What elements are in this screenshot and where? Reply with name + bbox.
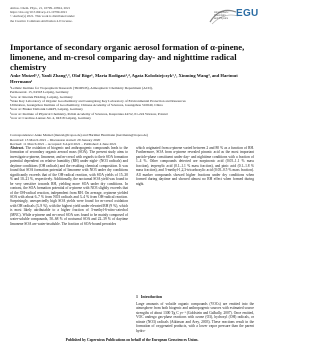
abstract-continued-text: which originated from α-pinene varied between 2 and 80 % as a function of RH. Furthermore, SOA from α-pinene revealed pinonic acid as the most important particle-phase constituent under day- and nighttime conditions with a fraction of 1–4 %. Other compounds detected are norpinonic acid (0.05–1.1 % mass fraction), terpenylic acid (0.1–1.1 % mass fraction), and pinic acid (0.1–1.8 % mass fraction), and 3-methyl-1,2,3-tricarboxylic acid (0.05–0.5 % mass fraction). All marker compounds showed higher fractions under dry conditions when formed during daytime and showed almost no RH effect when formed during night. [136, 146, 254, 186]
abstract-label: Abstract. [10, 146, 25, 150]
copyright-line: © Author(s) 2021. This work is distributed under [10, 14, 75, 19]
egu-logo: EGU [236, 8, 259, 19]
journal-logo-text: Atmospheric Chemistry and Physics [214, 11, 229, 21]
journal-citation: Atmos. Chem. Phys., 21, 10799–10824, 2021 [10, 6, 71, 10]
author-list: Anke Mutzel¹,², Yanli Zhang¹,³, Olaf Böge¹, Maria Rodigast¹,⁴, Agata Kolodziejczyk¹,⁵, Xinming Wang³, and Hartmut Herrmann¹ [10, 73, 238, 84]
paper-title: Importance of secondary organic aerosol formation of α-pinene, limonene, and m-cresol comparing day- and nighttime radical chemistry [10, 42, 245, 72]
section-heading-introduction [136, 295, 162, 299]
revised-line: Revised: 11 March 2021 – Accepted: 6 April 2021 – Published: 4 June 2021 [10, 141, 117, 146]
affiliation-3a: ³State Key Laboratory of Organic Geochemistry and Guangdong Key Laboratory of Environmental Protection and Resources [10, 98, 186, 103]
doi-link[interactable]: https://doi.org/10.5194/acp-21-10799-2021 [10, 10, 68, 15]
received-line: Received: 13 March 2021 – Discussion started: 29 January 2020 [10, 137, 101, 142]
affiliation-6: ⁶now at: Caroline-Lanner-Str. 4, 04318 Leipzig, Germany [10, 116, 91, 121]
affiliations [10, 86, 254, 120]
introduction-text: Large amounts of volatile organic compounds (VOCs) are emitted into the atmosphere from both biogenic and anthropogenic sources with estimated source strengths of about 1300 Tg C yr⁻¹ (Goldstein and Galbally, 2007). Once emitted, VOC undergo gas-phase reactions with ozone (O3), hydroxyl (OH) radicals, or nitrate (NO3) radicals (Atkinson and Arey, 2003). These reactions result in the formation of oxygenated products, with a lower vapor pressure than the parent hydro- [136, 302, 254, 333]
affiliation-5: ⁵now at: Institute of Physical Chemistry, Polish Academy of Sciences, Kasprzaka 44/52, 01-224 Warsaw, Poland [10, 111, 168, 116]
section-number: 1 [136, 295, 138, 299]
affiliation-1b: Permoserstr. 15, 04318 Leipzig, Germany [10, 90, 69, 95]
publisher-footer: Published by Copernicus Publications on behalf of the European Geosciences Union. [65, 338, 199, 342]
abstract-text: The oxidation of biogenic and anthropogenic compounds leads to the formation of secondary organic aerosol mass (SOA). The present study aims to investigate α-pinene, limonene, and m-cresol with regards to their SOA formation potential dependent on relative humidity (RH) under night- (NO3 radicals) and daytime conditions (OH radicals) and the resulting chemical composition. It was found that SOA formation potential of limonene with NO3 under dry conditions significantly exceeds that of the OH-radical reaction, with SOA yields of 15–30 % and 10–21 %, respectively. Additionally, the nocturnal SOA yield was found to be very sensitive towards RH, yielding more SOA under dry conditions. In contrast, the SOA formation potential of α-pinene with NO3 slightly exceeds that of the OH-radical reaction, independent from RH. On average, α-pinene yielded SOA with about 6–7 % from NO3 radicals and 3–4 % from OH-radical reaction. Surprisingly, unexpectedly high SOA yields were found for m-cresol oxidation with OH radicals (3–9 %), with the highest yield under elevated RH (9 %), which is most likely attributable to a higher fraction of 3-methyl-6-nitro-catechol (MNC). While α-pinene and m-cresol SOA was found to be mainly composed of water-soluble compounds, 50–68 % of nocturnal SOA and 22–39 % of daytime limonene SOA are water-insoluble. The fraction of SOA-bound peroxides [10, 146, 128, 226]
journal-header [10, 6, 200, 23]
license-line: the Creative Commons Attribution 4.0 License. [10, 18, 73, 23]
affiliation-4: ⁴now at: Bruker Daltonik GmbH, Leipzig, Germany [10, 107, 83, 112]
correspondence-line: Correspondence: Anke Mutzel (mutzel@tropos.de) and Hartmut Herrmann (herrmann@tropos.de) [10, 133, 148, 137]
affiliation-3b: Utilization, Guangzhou Institute of Geochemistry, Chinese Academy of Sciences, Guangzhou 510640, China [10, 103, 163, 108]
abstract-continued [136, 146, 254, 186]
abstract [10, 146, 128, 226]
affiliation-2: ²now at: Intertek Holding, Leipzig, Germany [10, 94, 73, 99]
section-title: Introduction [140, 295, 162, 299]
affiliation-1a: ¹Leibniz Institute for Tropospheric Research (TROPOS), Atmospheric Chemistry Department (ACD), [10, 86, 153, 90]
